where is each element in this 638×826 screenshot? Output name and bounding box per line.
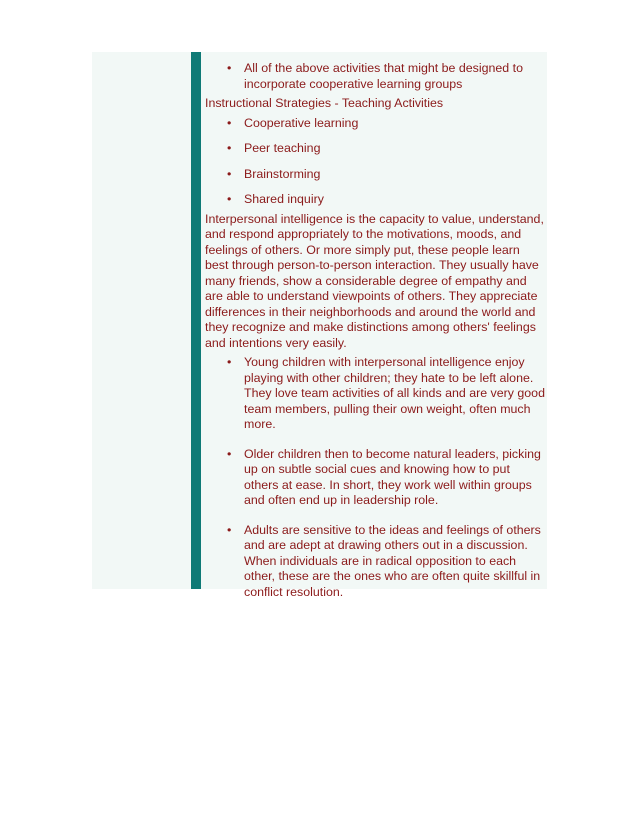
bullet-icon: • bbox=[227, 522, 232, 537]
list-item-text: All of the above activities that might be designed to incorporate cooperative learning groups bbox=[244, 61, 523, 91]
bullet-icon: • bbox=[227, 115, 232, 130]
strategies-list bbox=[205, 116, 545, 208]
bullet-icon: • bbox=[227, 446, 232, 461]
list-item-text: Peer teaching bbox=[244, 141, 321, 155]
list-item bbox=[205, 116, 545, 132]
list-item bbox=[205, 355, 545, 433]
body-paragraph: Interpersonal intelligence is the capacity to value, understand, and respond appropriately to the motivations, moods, and feelings of others. Or more simply put, these people learn best through person-to-person interaction. They usually have many friends, show a considerable degree of empathy and are able to understand viewpoints of others. They appreciate differences in their neighborhoods and around the world and they recognize and make distinctions among others' feelings and intentions very easily. bbox=[205, 211, 544, 350]
bullet-icon: • bbox=[227, 355, 232, 369]
document-body bbox=[205, 61, 545, 600]
bullet-icon: • bbox=[227, 192, 232, 206]
bullet-icon: • bbox=[227, 166, 232, 181]
list-item bbox=[205, 192, 545, 208]
list-item bbox=[205, 61, 545, 92]
list-item bbox=[205, 447, 545, 509]
bullet-icon: • bbox=[227, 141, 232, 155]
list-item bbox=[205, 167, 545, 183]
list-item-text: Older children then to become natural leaders, picking up on subtle social cues and knowing how to put others at ease. In short, they work well within groups and often end up in leadership role. bbox=[244, 446, 541, 507]
accent-bar bbox=[191, 52, 201, 589]
list-item-text: Young children with interpersonal intelligence enjoy playing with other children; they hate to be left alone. They love team activities of all kinds and are very good team members, pulling their own weight, often much more. bbox=[244, 355, 545, 431]
bullet-icon: • bbox=[227, 61, 232, 75]
list-item bbox=[205, 141, 545, 157]
section-heading: Instructional Strategies - Teaching Activities bbox=[205, 96, 444, 110]
list-item-text: Cooperative learning bbox=[244, 115, 359, 130]
list-item-text: Shared inquiry bbox=[244, 192, 324, 206]
top-list bbox=[205, 61, 545, 92]
list-item-text: Adults are sensitive to the ideas and feelings of others and are adept at drawing others out in a discussion. When individuals are in radical opposition to each other, these are the ones who are often quite skillful in conflict resolution. bbox=[244, 522, 541, 599]
age-list bbox=[205, 355, 545, 600]
list-item bbox=[205, 523, 545, 601]
list-item-text: Brainstorming bbox=[244, 166, 321, 181]
